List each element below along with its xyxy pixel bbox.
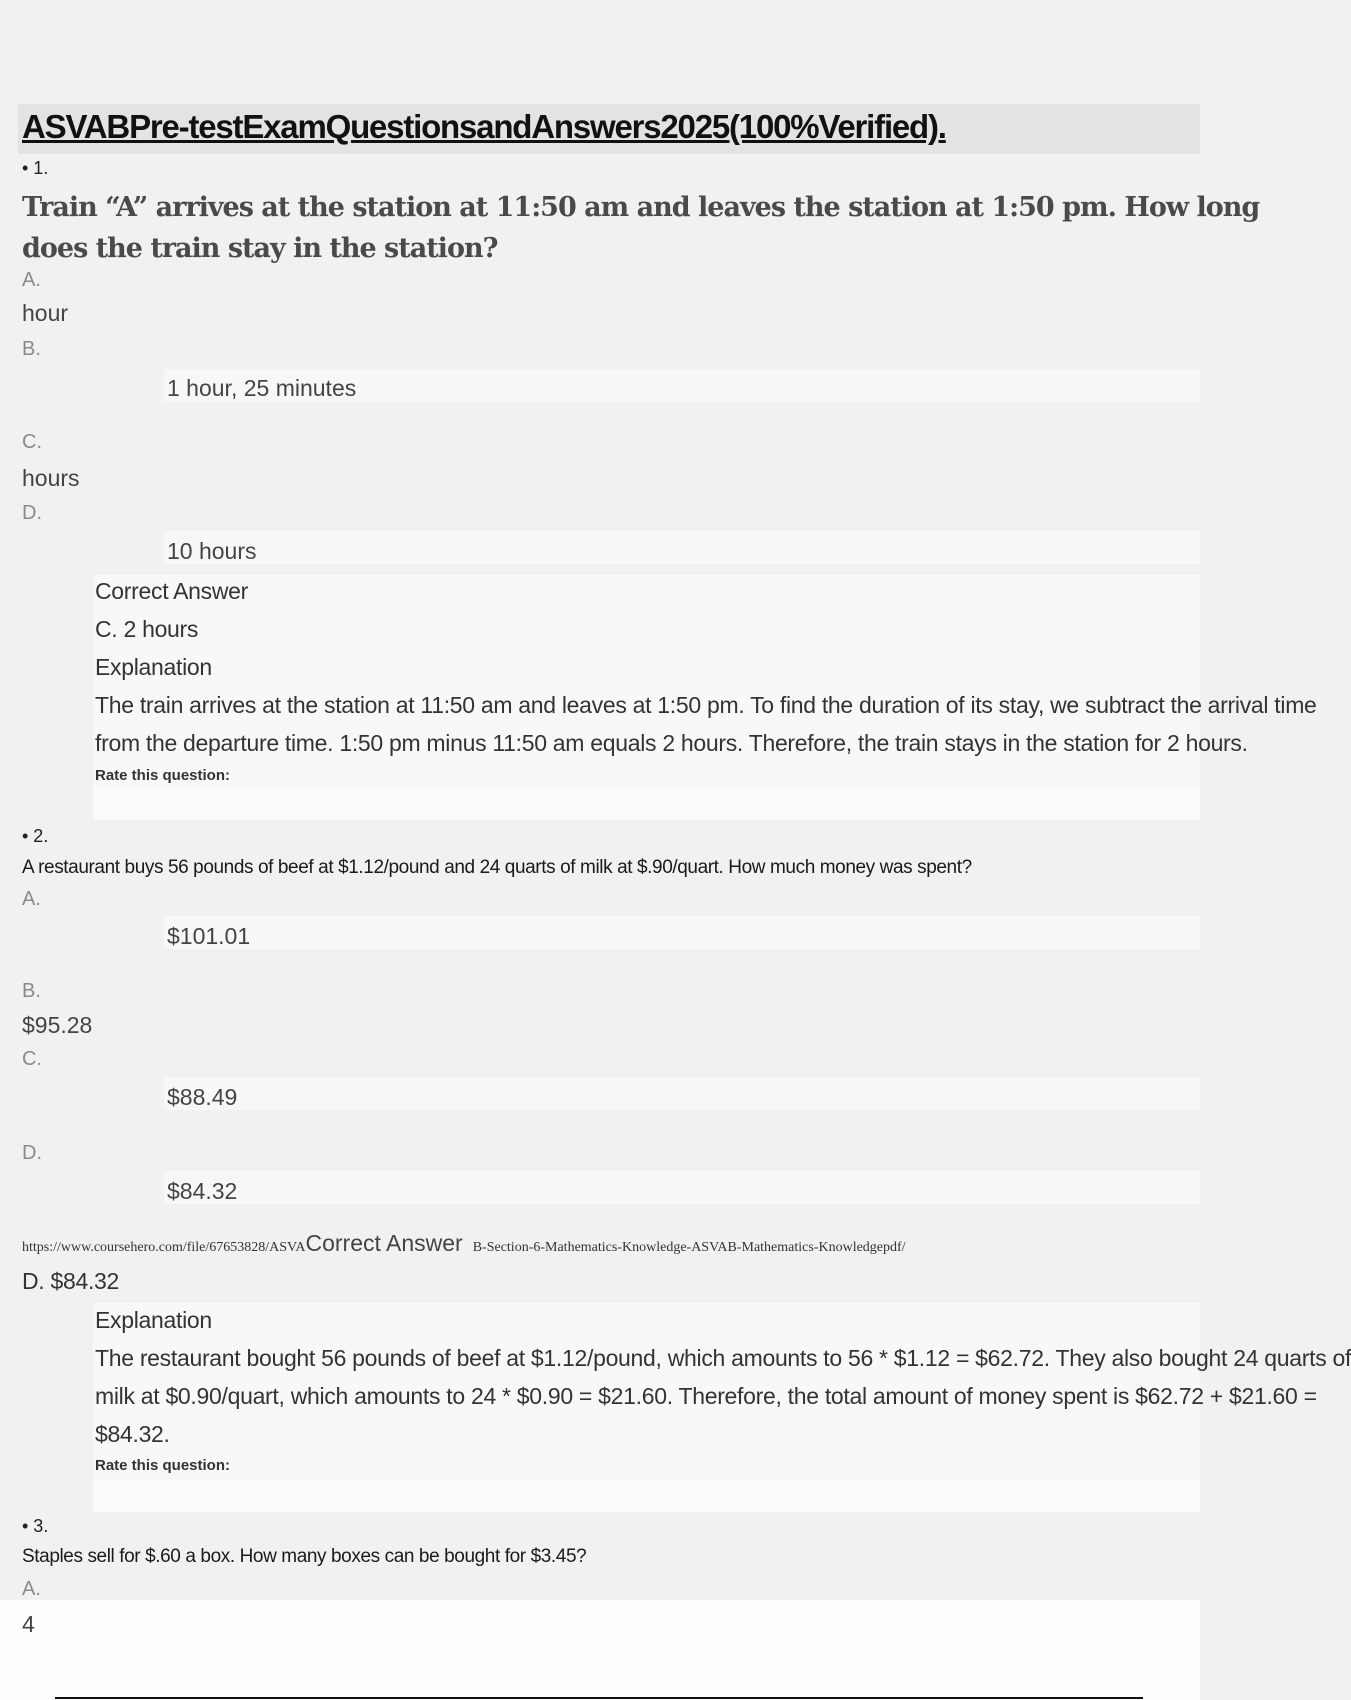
question-1-option-a-value[interactable]: hour <box>22 300 69 326</box>
question-1-option-c-value[interactable]: hours <box>22 465 80 491</box>
question-1-option-d-band <box>164 531 1200 564</box>
question-3-number: • 3. <box>22 1516 49 1536</box>
question-2-number: • 2. <box>22 826 49 846</box>
question-1-text: Train “A” arrives at the station at 11:50 am and leaves the station at 1:50 pm. How long does the train stay in the station? <box>22 192 1260 264</box>
question-2-text: A restaurant buys 56 pounds of beef at $1.12/pound and 24 quarts of milk at $.90/quart. How much money was spent? <box>22 857 972 878</box>
question-3-text: Staples sell for $.60 a box. How many boxes can be bought for $3.45? <box>22 1546 587 1567</box>
question-2-correct-answer-row <box>22 1230 906 1257</box>
source-url-left[interactable]: https://www.coursehero.com/file/67653828/ASVA <box>22 1240 306 1255</box>
question-2-option-c-letter: C. <box>22 1048 42 1070</box>
question-1-rating-area[interactable] <box>93 790 1200 820</box>
question-2-correct-value: D. $84.32 <box>22 1268 120 1294</box>
question-2-option-b-letter: B. <box>22 980 41 1002</box>
question-2-option-a-value[interactable]: $101.01 <box>167 923 251 949</box>
question-2-option-a-band <box>164 916 1200 949</box>
source-url-right[interactable]: B-Section-6-Mathematics-Knowledge-ASVAB-Mathematics-Knowledgepdf/ <box>472 1240 906 1255</box>
question-2-explanation-line: $84.32. <box>95 1421 170 1447</box>
question-3-option-a-value[interactable]: 4 <box>22 1611 35 1637</box>
question-1-option-c-letter: C. <box>22 431 42 453</box>
question-1-option-b-letter: B. <box>22 338 41 360</box>
question-2-option-d-value[interactable]: $84.32 <box>167 1178 238 1204</box>
page-bottom-rule <box>55 1697 1143 1699</box>
question-2-correct-label: Correct Answer <box>305 1230 463 1256</box>
question-2-option-c-band <box>164 1077 1200 1110</box>
question-2-explanation-line: The restaurant bought 56 pounds of beef at $1.12/pound, which amounts to 56 * $1.12 = $62.72. They also bought 24 quarts of <box>95 1345 1351 1371</box>
page-title: ASVABPre-testExamQuestionsandAnswers2025(100%Verified). <box>22 108 946 145</box>
question-2-rate-label: Rate this question: <box>95 1457 231 1474</box>
question-1-rate-label: Rate this question: <box>95 767 231 784</box>
question-2-explanation-line: milk at $0.90/quart, which amounts to 24 * $0.90 = $21.60. Therefore, the total amount of money spent is $62.72 + $21.60 = <box>95 1383 1317 1409</box>
question-1-option-d-value[interactable]: 10 hours <box>167 538 257 564</box>
question-1-option-d-letter: D. <box>22 502 42 524</box>
question-2-option-d-letter: D. <box>22 1142 42 1164</box>
question-3-option-a-letter: A. <box>22 1578 41 1600</box>
question-1-correct-value: C. 2 hours <box>95 616 199 642</box>
question-1-option-a-letter: A. <box>22 269 41 291</box>
question-1-explanation-line: from the departure time. 1:50 pm minus 11:50 am equals 2 hours. Therefore, the train stays in the station for 2 hours. <box>95 730 1248 756</box>
question-1-explanation-line: The train arrives at the station at 11:50 am and leaves at 1:50 pm. To find the duration of its stay, we subtract the arrival time <box>95 692 1317 718</box>
question-1-option-b-value[interactable]: 1 hour, 25 minutes <box>167 375 357 401</box>
question-2-option-c-value[interactable]: $88.49 <box>167 1084 238 1110</box>
question-1-correct-label: Correct Answer <box>95 578 249 604</box>
question-2-option-b-value[interactable]: $95.28 <box>22 1012 93 1038</box>
question-2-rating-area[interactable] <box>93 1480 1200 1512</box>
page-bottom-area <box>0 1600 1200 1700</box>
question-2-explanation-label: Explanation <box>95 1307 212 1333</box>
question-2-option-a-letter: A. <box>22 888 41 910</box>
question-2-option-d-band <box>164 1171 1200 1204</box>
question-1-number: • 1. <box>22 158 49 178</box>
question-1-explanation-label: Explanation <box>95 654 212 680</box>
